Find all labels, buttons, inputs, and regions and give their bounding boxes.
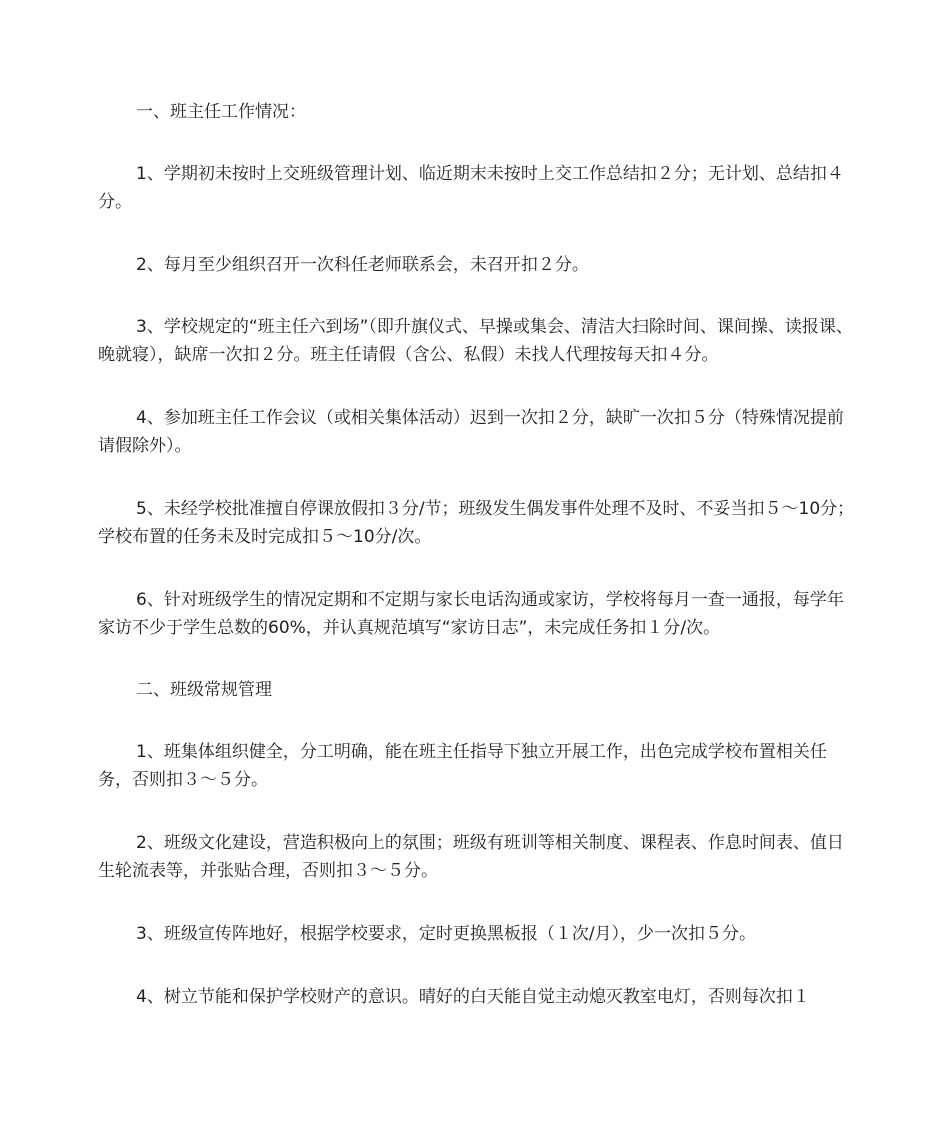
paragraph-2-3: 3、班级宣传阵地好，根据学校要求，定时更换黑板报（１次/月），少一次扣５分。 [136, 924, 757, 944]
paragraph-1-5: 5、未经学校批准擅自停课放假扣３分/节；班级发生偶发事件处理不及时、不妥当扣５～10分；学校布置的任务未及时完成扣５～10分/次。 [98, 499, 855, 547]
paragraph-1-6: 6、针对班级学生的情况定期和不定期与家长电话沟通或家访，学校将每月一查一通报，每学年家访不少于学生总数的60%，并认真规范填写“家访日志”，未完成任务扣１分/次。 [98, 590, 844, 638]
paragraph-1-4: 4、参加班主任工作会议（或相关集体活动）迟到一次扣２分，缺旷一次扣５分（特殊情况提前请假除外）。 [98, 408, 844, 456]
paragraph-2-2: 2、班级文化建设，营造积极向上的氛围；班级有班训等相关制度、课程表、作息时间表、值日生轮流表等，并张贴合理，否则扣３～５分。 [98, 833, 844, 881]
section-heading-1: 一、班主任工作情况： [136, 102, 306, 122]
paragraph-1-3: 3、学校规定的“班主任六到场”（即升旗仪式、早操或集会、清洁大扫除时间、课间操、读报课、晚就寝），缺席一次扣２分。班主任请假（含公、私假）未找人代理按每天扣４分。 [98, 317, 853, 365]
paragraph-1-2: 2、每月至少组织召开一次科任老师联系会，未召开扣２分。 [136, 255, 589, 275]
paragraph-2-4: 4、树立节能和保护学校财产的意识。晴好的白天能自觉主动熄灭教室电灯，否则每次扣１ [136, 987, 810, 1007]
paragraph-1-1: 1、学期初未按时上交班级管理计划、临近期末未按时上交工作总结扣２分；无计划、总结扣４分。 [98, 164, 844, 212]
paragraph-2-1: 1、班集体组织健全，分工明确，能在班主任指导下独立开展工作，出色完成学校布置相关任务，否则扣３～５分。 [98, 742, 827, 790]
section-heading-2: 二、班级常规管理 [136, 680, 272, 700]
